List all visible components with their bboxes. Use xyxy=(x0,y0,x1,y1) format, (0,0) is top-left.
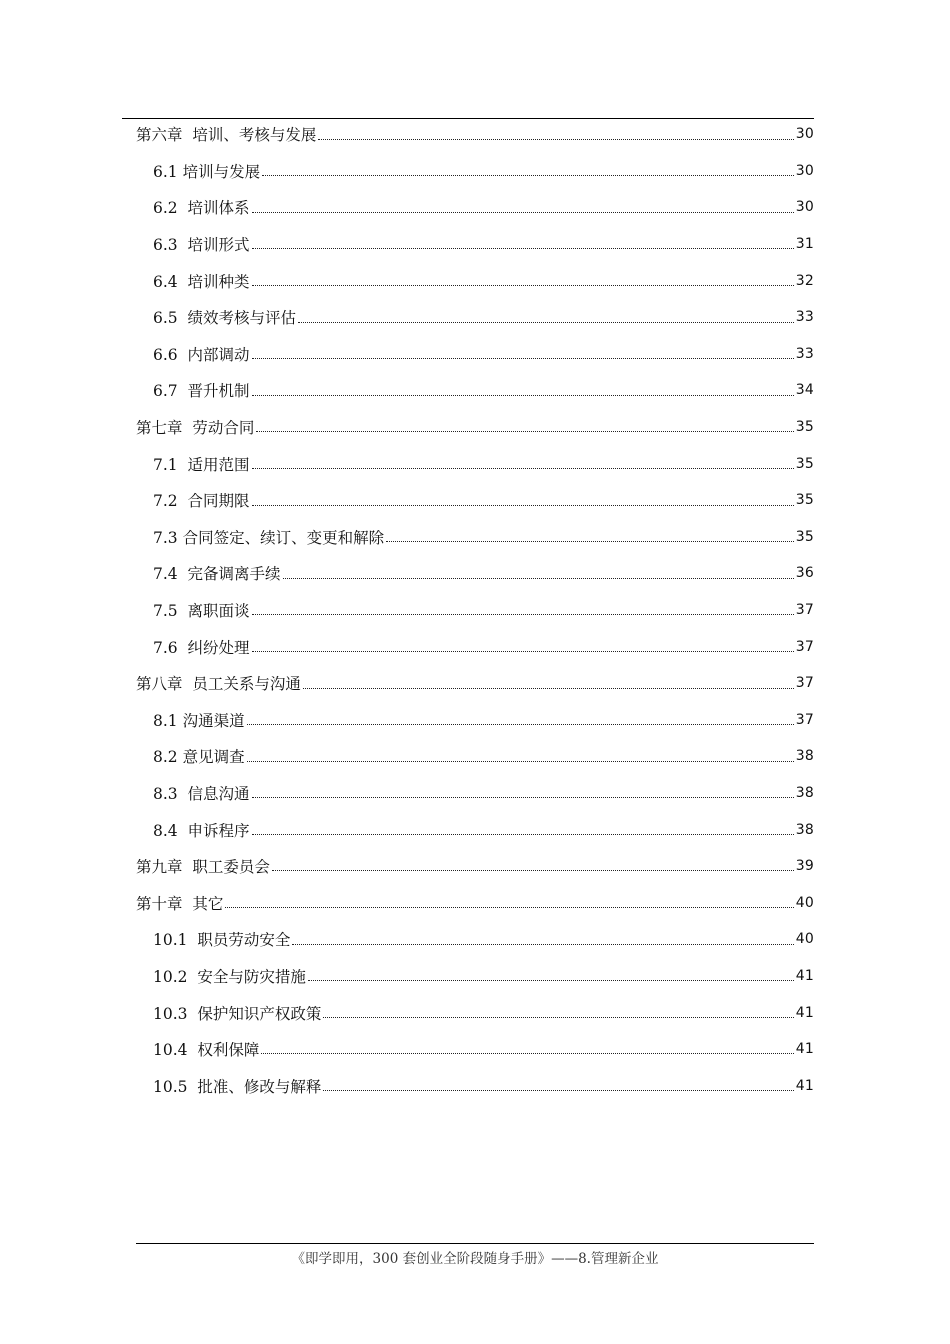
toc-entry-title: 6.3 培训形式 xyxy=(153,236,250,255)
toc-entry-title: 8.1 沟通渠道 xyxy=(153,711,245,730)
toc-dot-leader xyxy=(298,321,794,323)
toc-page-number: 31 xyxy=(795,236,814,253)
toc-section-row[interactable] xyxy=(0,226,950,263)
toc-section-row[interactable] xyxy=(0,628,950,665)
toc-entry-title: 10.1 职员劳动安全 xyxy=(153,931,291,950)
toc-entry-title: 10.3 保护知识产权政策 xyxy=(153,1004,322,1023)
toc-chapter-row[interactable] xyxy=(0,884,950,921)
toc-section-row[interactable] xyxy=(0,519,950,556)
toc-entry-title: 第六章 培训、考核与发展 xyxy=(136,126,317,145)
toc-entry-title: 7.2 合同期限 xyxy=(153,492,250,511)
toc-page-number: 30 xyxy=(795,199,814,216)
toc-page-number: 41 xyxy=(795,1004,814,1021)
toc-dot-leader xyxy=(252,211,794,213)
toc-page-number: 39 xyxy=(795,858,814,875)
toc-section-row[interactable] xyxy=(0,994,950,1031)
toc-entry-title: 7.3 合同签定、续订、变更和解除 xyxy=(153,528,385,547)
toc-page-number: 34 xyxy=(795,382,814,399)
toc-dot-leader xyxy=(318,138,793,140)
toc-dot-leader xyxy=(252,613,794,615)
toc-entry-title: 6.7 晋升机制 xyxy=(153,382,250,401)
toc-dot-leader xyxy=(303,687,794,689)
toc-page-number: 33 xyxy=(795,345,814,362)
toc-section-row[interactable] xyxy=(0,702,950,739)
toc-entry-title: 7.6 纠纷处理 xyxy=(153,638,250,657)
toc-section-row[interactable] xyxy=(0,299,950,336)
toc-dot-leader xyxy=(252,796,794,798)
toc-entry-title: 6.6 内部调动 xyxy=(153,345,250,364)
toc-section-row[interactable] xyxy=(0,445,950,482)
toc-section-row[interactable] xyxy=(0,555,950,592)
toc-dot-leader xyxy=(272,869,794,871)
toc-page-number: 35 xyxy=(795,419,814,436)
toc-dot-leader xyxy=(252,357,794,359)
toc-page-number: 41 xyxy=(795,967,814,984)
toc-dot-leader xyxy=(252,394,794,396)
toc-dot-leader xyxy=(252,650,794,652)
footer-rule xyxy=(136,1243,814,1244)
toc-dot-leader xyxy=(247,723,794,725)
toc-section-row[interactable] xyxy=(0,153,950,190)
toc-section-row[interactable] xyxy=(0,958,950,995)
toc-page-number: 38 xyxy=(795,748,814,765)
toc-entry-title: 第八章 员工关系与沟通 xyxy=(136,675,301,694)
toc-entry-title: 7.1 适用范围 xyxy=(153,455,250,474)
toc-section-row[interactable] xyxy=(0,811,950,848)
table-of-contents xyxy=(0,116,950,1104)
toc-chapter-row[interactable] xyxy=(0,848,950,885)
toc-entry-title: 6.4 培训种类 xyxy=(153,272,250,291)
toc-dot-leader xyxy=(261,1052,793,1054)
toc-chapter-row[interactable] xyxy=(0,409,950,446)
toc-chapter-row[interactable] xyxy=(0,665,950,702)
toc-page-number: 35 xyxy=(795,528,814,545)
toc-page-number: 38 xyxy=(795,821,814,838)
toc-entry-title: 8.3 信息沟通 xyxy=(153,784,250,803)
toc-page-number: 41 xyxy=(795,1041,814,1058)
toc-entry-title: 6.1 培训与发展 xyxy=(153,162,261,181)
toc-entry-title: 10.5 批准、修改与解释 xyxy=(153,1077,322,1096)
toc-page-number: 36 xyxy=(795,565,814,582)
toc-entry-title: 7.4 完备调离手续 xyxy=(153,565,281,584)
toc-section-row[interactable] xyxy=(0,482,950,519)
toc-page-number: 32 xyxy=(795,272,814,289)
toc-page-number: 33 xyxy=(795,309,814,326)
toc-section-row[interactable] xyxy=(0,738,950,775)
toc-section-row[interactable] xyxy=(0,262,950,299)
toc-page-number: 37 xyxy=(795,711,814,728)
toc-page-number: 35 xyxy=(795,492,814,509)
toc-dot-leader xyxy=(252,284,794,286)
toc-section-row[interactable] xyxy=(0,921,950,958)
toc-page-number: 30 xyxy=(795,126,814,143)
toc-dot-leader xyxy=(252,467,794,469)
toc-page-number: 41 xyxy=(795,1077,814,1094)
toc-page-number: 30 xyxy=(795,162,814,179)
toc-section-row[interactable] xyxy=(0,189,950,226)
toc-entry-title: 6.2 培训体系 xyxy=(153,199,250,218)
toc-page-number: 37 xyxy=(795,675,814,692)
toc-dot-leader xyxy=(252,247,794,249)
toc-entry-title: 第十章 其它 xyxy=(136,894,224,913)
toc-entry-title: 10.4 权利保障 xyxy=(153,1041,260,1060)
toc-page-number: 37 xyxy=(795,602,814,619)
toc-section-row[interactable] xyxy=(0,372,950,409)
toc-entry-title: 7.5 离职面谈 xyxy=(153,602,250,621)
toc-entry-title: 8.4 申诉程序 xyxy=(153,821,250,840)
toc-dot-leader xyxy=(323,1089,793,1091)
toc-entry-title: 第七章 劳动合同 xyxy=(136,419,255,438)
toc-entry-title: 10.2 安全与防灾措施 xyxy=(153,967,306,986)
toc-entry-title: 6.5 绩效考核与评估 xyxy=(153,309,297,328)
toc-dot-leader xyxy=(252,833,794,835)
toc-dot-leader xyxy=(292,943,793,945)
toc-section-row[interactable] xyxy=(0,775,950,812)
toc-page-number: 35 xyxy=(795,455,814,472)
toc-section-row[interactable] xyxy=(0,336,950,373)
toc-dot-leader xyxy=(247,760,794,762)
toc-page-number: 38 xyxy=(795,784,814,801)
toc-entry-title: 第九章 职工委员会 xyxy=(136,858,270,877)
toc-dot-leader xyxy=(225,906,793,908)
toc-section-row[interactable] xyxy=(0,592,950,629)
toc-dot-leader xyxy=(252,504,794,506)
toc-dot-leader xyxy=(256,430,793,432)
toc-dot-leader xyxy=(262,174,794,176)
toc-page-number: 40 xyxy=(795,931,814,948)
toc-dot-leader xyxy=(323,1016,793,1018)
toc-dot-leader xyxy=(283,577,794,579)
toc-dot-leader xyxy=(308,979,794,981)
toc-dot-leader xyxy=(386,540,794,542)
footer-text: 《即学即用，300 套创业全阶段随身手册》——8.管理新企业 xyxy=(291,1251,659,1267)
toc-section-row[interactable] xyxy=(0,1067,950,1104)
toc-page-number: 40 xyxy=(795,894,814,911)
toc-section-row[interactable] xyxy=(0,1031,950,1068)
toc-chapter-row[interactable] xyxy=(0,116,950,153)
toc-entry-title: 8.2 意见调查 xyxy=(153,748,245,767)
toc-page-number: 37 xyxy=(795,638,814,655)
